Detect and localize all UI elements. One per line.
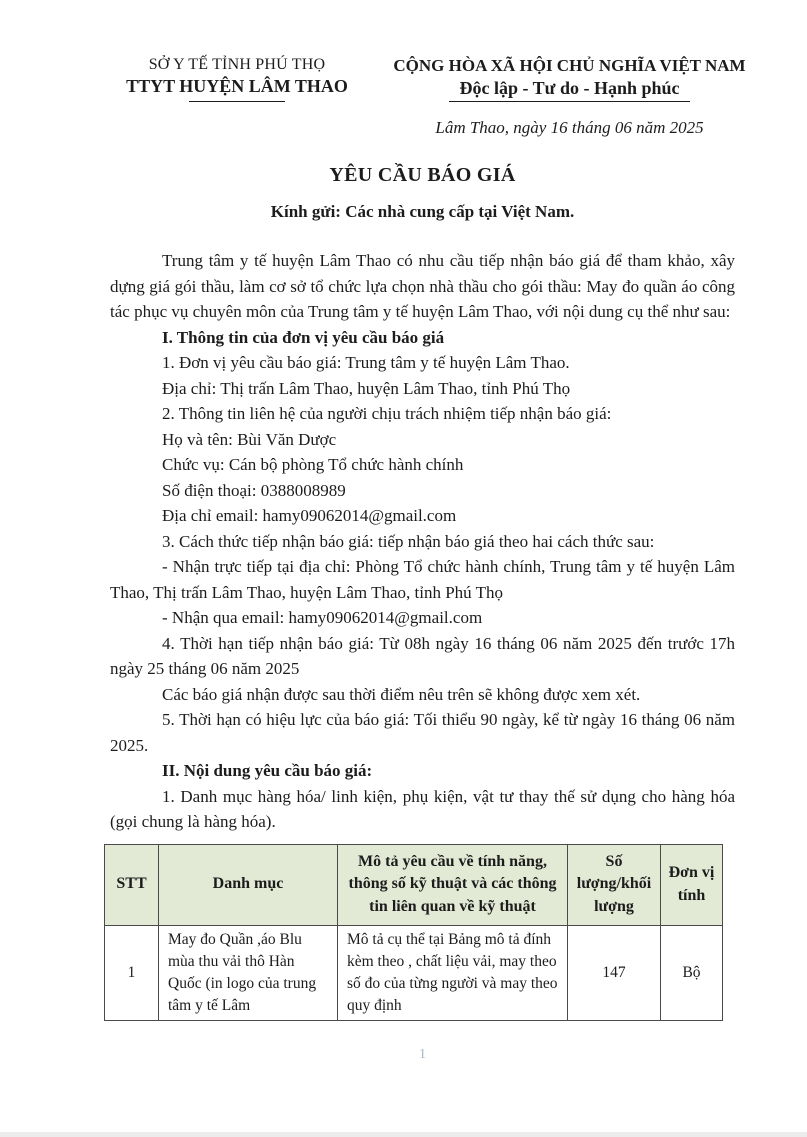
cell-danh-muc: May đo Quần ,áo Blu mùa thu vải thô Hàn Quốc (in logo của trung tâm y tế Lâm <box>159 925 338 1020</box>
paragraph-contact-heading: 2. Thông tin liên hệ của người chịu trách nhiệm tiếp nhận báo giá: <box>162 404 612 423</box>
paragraph-intro: Trung tâm y tế huyện Lâm Thao có nhu cầu tiếp nhận báo giá để tham khảo, xây dựng giá gói thầu, làm cơ sở tổ chức lựa chọn nhà thầu cho gói thầu: May đo quần áo công tác phục vụ chuyên môn của Trung tâm y tế huyện Lâm Thao, với nội dung cụ thể như sau: <box>110 251 735 321</box>
place-date-line: Lâm Thao, ngày 16 tháng 06 năm 2025 <box>435 118 704 137</box>
document-body <box>110 248 735 835</box>
cell-so-luong: 147 <box>568 925 661 1020</box>
paragraph-contact-phone: Số điện thoại: 0388008989 <box>162 480 346 500</box>
col-header-so-luong: Số lượng/khối lượng <box>568 844 661 925</box>
paragraph-contact-email: Địa chỉ email: hamy09062014@gmail.com <box>162 506 457 525</box>
table-row <box>105 925 723 1020</box>
national-header-block <box>388 56 751 138</box>
cell-don-vi: Bộ <box>661 925 723 1020</box>
section-i-heading: I. Thông tin của đơn vị yêu cầu báo giá <box>162 327 445 347</box>
paragraph-late-note: Các báo giá nhận được sau thời điểm nêu trên sẽ không được xem xét. <box>162 684 641 704</box>
paragraph-contact-name: Họ và tên: Bùi Văn Dược <box>162 429 337 449</box>
cell-mo-ta: Mô tả cụ thể tại Bảng mô tả đính kèm theo , chất liệu vải, may theo số đo của từng người và may theo quy định <box>338 925 568 1020</box>
col-header-don-vi: Đơn vị tính <box>661 844 723 925</box>
paragraph-address: Địa chỉ: Thị trấn Lâm Thao, huyện Lâm Thao, tỉnh Phú Thọ <box>162 378 571 398</box>
issuer-underline <box>189 101 285 102</box>
paragraph-receive-direct: - Nhận trực tiếp tại địa chỉ: Phòng Tổ chức hành chính, Trung tâm y tế huyện Lâm Thao, Thị trấn Lâm Thao, huyện Lâm Thao, tỉnh Phú Thọ <box>110 557 735 602</box>
paragraph-contact-position: Chức vụ: Cán bộ phòng Tổ chức hành chính <box>162 455 464 474</box>
cell-stt: 1 <box>105 925 159 1020</box>
title-area <box>110 164 735 222</box>
paragraph-requesting-unit: 1. Đơn vị yêu cầu báo giá: Trung tâm y tế huyện Lâm Thao. <box>162 353 570 372</box>
national-motto: Độc lập - Tư do - Hạnh phúc <box>449 78 689 102</box>
document-title: YÊU CẦU BÁO GIÁ <box>329 164 516 186</box>
issuer-org: TTYT HUYỆN LÂM THAO <box>126 76 348 96</box>
letterhead <box>86 56 751 138</box>
paragraph-receive-methods: 3. Cách thức tiếp nhận báo giá: tiếp nhận báo giá theo hai cách thức sau: <box>162 531 655 551</box>
paragraph-goods-list-intro: 1. Danh mục hàng hóa/ linh kiện, phụ kiện, vật tư thay thế sử dụng cho hàng hóa (gọi chung là hàng hóa). <box>110 786 735 831</box>
page-number: 1 <box>419 1046 426 1062</box>
national-title: CỘNG HÒA XÃ HỘI CHỦ NGHĨA VIỆT NAM <box>393 56 746 75</box>
col-header-mo-ta: Mô tả yêu cầu về tính năng, thông số kỹ thuật và các thông tin liên quan về kỹ thuật <box>338 844 568 925</box>
section-ii-heading: II. Nội dung yêu cầu báo giá: <box>162 761 373 780</box>
issuer-parent-org: SỞ Y TẾ TỈNH PHÚ THỌ <box>148 56 326 73</box>
salutation-line: Kính gửi: Các nhà cung cấp tại Việt Nam. <box>270 202 575 221</box>
paragraph-validity: 5. Thời hạn có hiệu lực của báo giá: Tối thiểu 90 ngày, kể từ ngày 16 tháng 06 năm 2025. <box>110 710 735 755</box>
goods-table-header-row <box>105 844 723 925</box>
issuer-block <box>86 56 388 138</box>
paragraph-receive-email: - Nhận qua email: hamy09062014@gmail.com <box>162 608 483 627</box>
goods-table <box>104 844 723 1021</box>
page-bottom-edge <box>0 1132 807 1137</box>
col-header-stt: STT <box>105 844 159 925</box>
col-header-danh-muc: Danh mục <box>159 844 338 925</box>
paragraph-deadline: 4. Thời hạn tiếp nhận báo giá: Từ 08h ngày 16 tháng 06 năm 2025 đến trước 17h ngày 25 tháng 06 năm 2025 <box>110 633 735 678</box>
